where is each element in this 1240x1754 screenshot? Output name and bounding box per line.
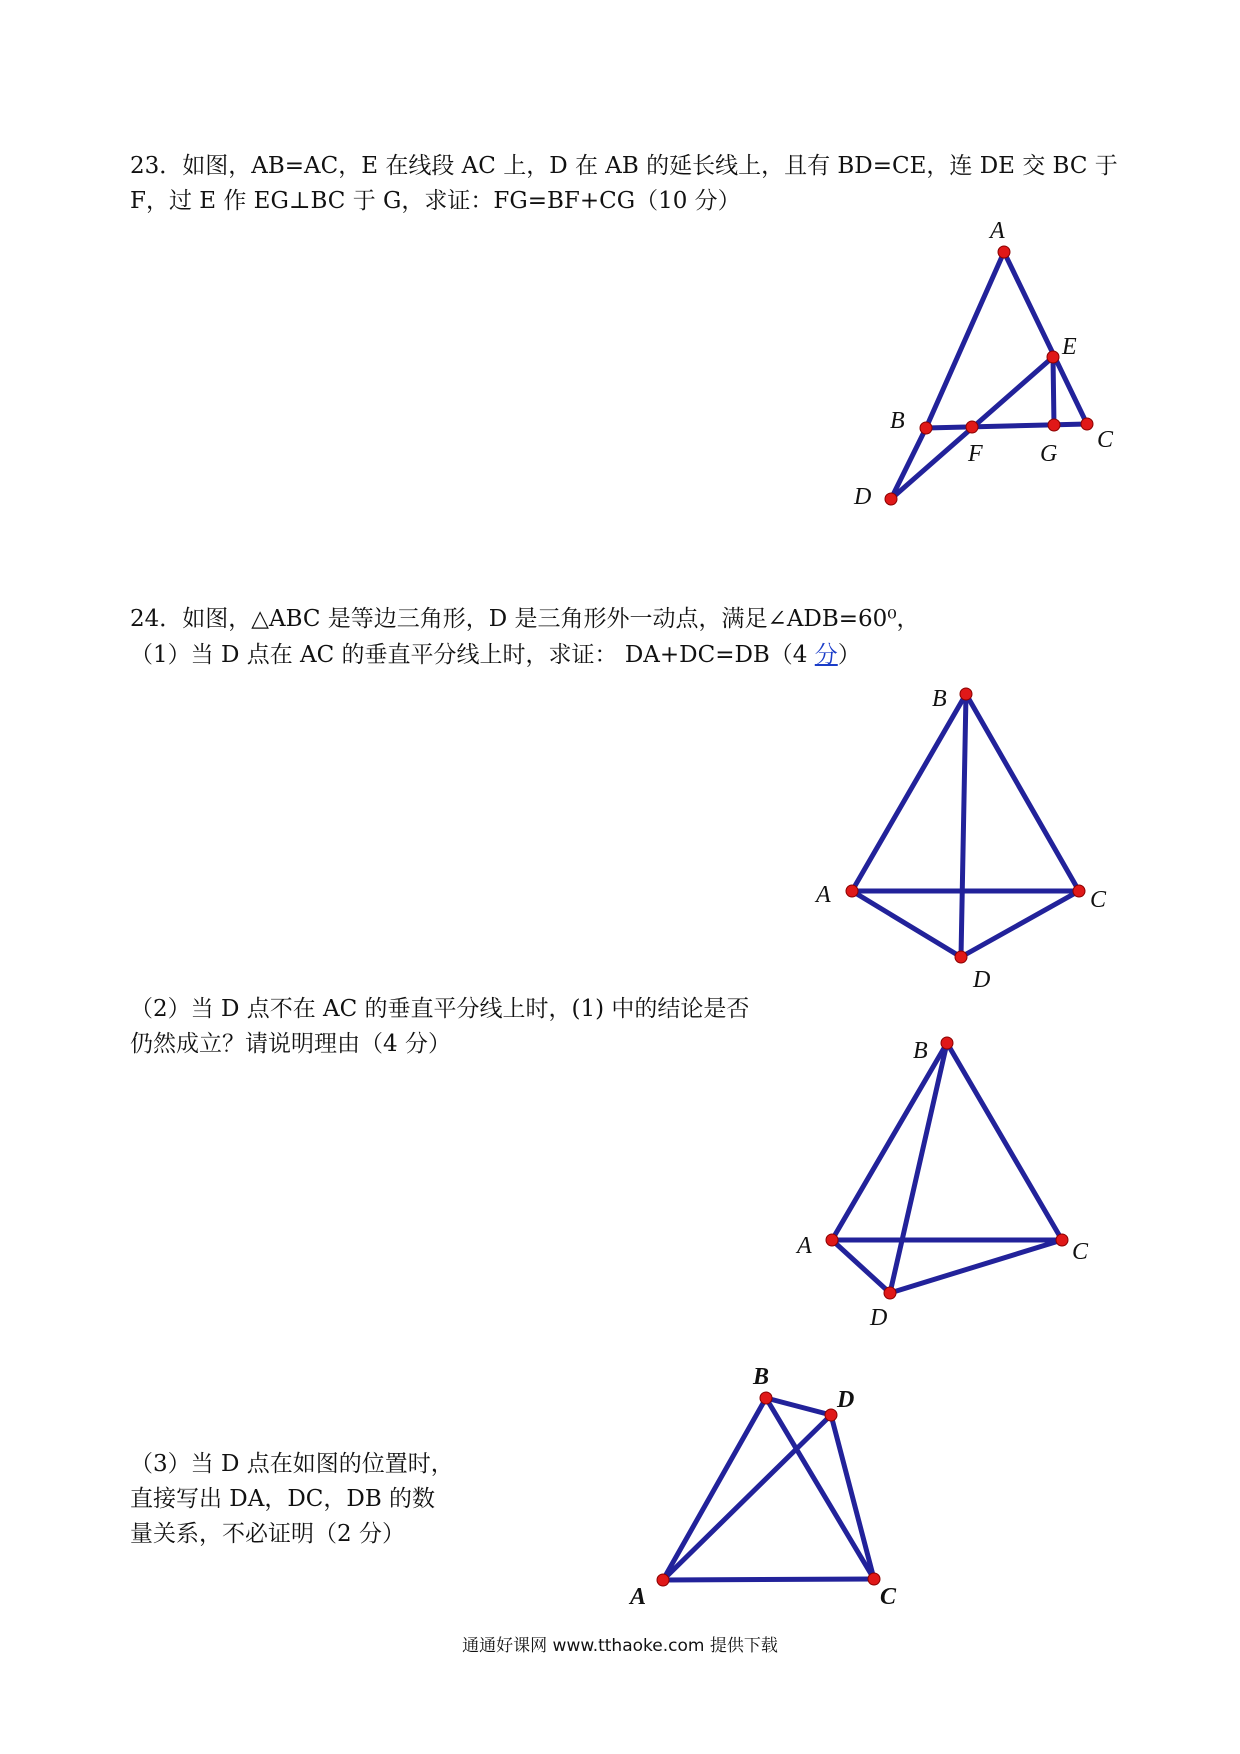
label-C: C <box>1072 1239 1089 1265</box>
segment-AD <box>663 1415 831 1580</box>
segment-BD <box>890 1043 947 1293</box>
segment-BA <box>663 1398 766 1580</box>
point-D <box>825 1409 837 1421</box>
label-A: A <box>630 1584 647 1610</box>
point-F <box>966 421 978 433</box>
figure-q23 <box>853 218 1114 510</box>
point-C <box>1056 1234 1068 1246</box>
label-A: A <box>797 1233 812 1259</box>
label-F: F <box>968 441 983 467</box>
segment-BD <box>891 428 926 499</box>
point-B <box>920 422 932 434</box>
q24-part1-link[interactable]: 分 <box>814 642 838 668</box>
page-footer: 通通好课网 www.tthaoke.com 提供下载 <box>462 1636 778 1656</box>
q23-text-line2: F，过 E 作 EG⊥BC 于 G，求证：FG=BF+CG（10 分） <box>130 188 741 214</box>
point-C <box>868 1573 880 1585</box>
figure-q24-part3 <box>628 1364 897 1610</box>
point-B <box>760 1392 772 1404</box>
q24-part3-line1: （3）当 D 点在如图的位置时， <box>130 1451 454 1477</box>
q24-part2-line1: （2）当 D 点不在 AC 的垂直平分线上时，(1) 中的结论是否 <box>130 996 750 1022</box>
segment-BC <box>966 694 1079 891</box>
label-C: C <box>1090 887 1107 913</box>
q24-part3-line3: 量关系，不必证明（2 分） <box>130 1521 405 1547</box>
label-C: C <box>880 1584 897 1610</box>
label-D: D <box>973 967 991 993</box>
q24-part2-line2: 仍然成立？请说明理由（4 分） <box>130 1031 451 1057</box>
point-C <box>1073 885 1085 897</box>
label-D: D <box>837 1387 855 1413</box>
figure-q24-part2 <box>795 1037 1089 1331</box>
segment-AD <box>832 1240 890 1293</box>
point-A <box>846 885 858 897</box>
point-D <box>885 493 897 505</box>
label-C: C <box>1097 427 1114 453</box>
segment-CD <box>961 891 1079 957</box>
q24-part1-body: （1）当 D 点在 AC 的垂直平分线上时，求证： DA+DC=DB（4 <box>130 642 815 668</box>
point-D <box>955 951 967 963</box>
point-C <box>1081 418 1093 430</box>
label-E: E <box>1062 334 1077 360</box>
label-A: A <box>816 882 831 908</box>
point-B <box>960 688 972 700</box>
label-B: B <box>913 1038 928 1064</box>
segment-DC <box>831 1415 874 1579</box>
q23-text-line1: 23．如图，AB=AC，E 在线段 AC 上，D 在 AB 的延长线上，且有 BD=CE，连 DE 交 BC 于 <box>130 153 1118 179</box>
label-G: G <box>1040 441 1058 467</box>
segment-BD <box>961 694 966 957</box>
label-B: B <box>932 686 947 712</box>
segment-CD <box>890 1240 1062 1293</box>
label-D: D <box>854 484 872 510</box>
point-A <box>998 246 1010 258</box>
segment-AC <box>663 1579 874 1580</box>
segment-AB <box>926 252 1004 428</box>
figure-q24-part1 <box>814 686 1107 993</box>
point-A <box>657 1574 669 1586</box>
segment-BA <box>832 1043 947 1240</box>
point-G <box>1048 419 1060 431</box>
label-A: A <box>990 218 1005 244</box>
point-A <box>826 1234 838 1246</box>
point-E <box>1047 351 1059 363</box>
q24-text-line1: 24．如图，△ABC 是等边三角形，D 是三角形外一动点，满足∠ADB=60⁰， <box>130 606 920 632</box>
segment-BA <box>852 694 966 891</box>
label-D: D <box>870 1305 888 1331</box>
point-D <box>884 1287 896 1299</box>
segment-BC <box>947 1043 1062 1240</box>
label-B: B <box>753 1364 770 1390</box>
point-B <box>941 1037 953 1049</box>
q24-part3-line2: 直接写出 DA，DC，DB 的数 <box>130 1486 436 1512</box>
segment-BC <box>926 424 1087 428</box>
segment-AD <box>852 891 961 957</box>
label-B: B <box>890 408 905 434</box>
q24-part1-end: ） <box>837 642 861 668</box>
segment-EG <box>1053 357 1054 425</box>
